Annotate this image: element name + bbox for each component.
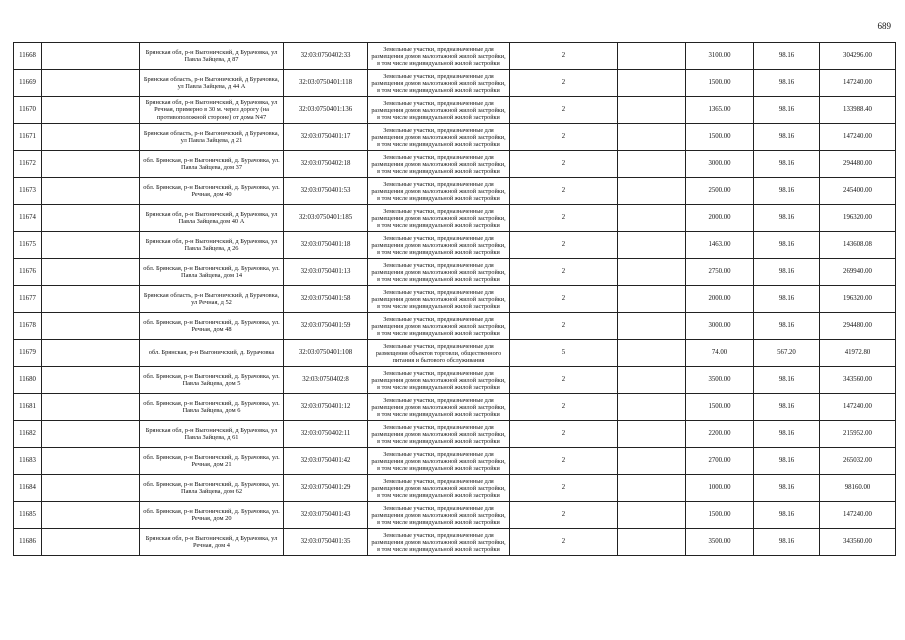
table-row [14, 178, 896, 205]
table-row [14, 529, 896, 556]
empty-cell [42, 70, 140, 97]
land-use-cell: Земельные участки, предназначенные для размещения домов малоэтажной жилой застройки, в том числе индивидуальной жилой застройки [368, 70, 510, 97]
cadastral-value-cell: 196320.00 [820, 205, 896, 232]
table-row [14, 259, 896, 286]
empty-cell [42, 340, 140, 367]
cadastral-value-cell: 215952.00 [820, 421, 896, 448]
spacer-cell [618, 97, 686, 124]
address-cell: обл. Брянская, р-н Выгоничский, д. Бурачовка, ул. Павла Зайцева, дом 6 [140, 394, 284, 421]
table-row [14, 340, 896, 367]
cadastral-value-cell: 147240.00 [820, 502, 896, 529]
group-cell: 2 [510, 313, 618, 340]
empty-cell [42, 205, 140, 232]
cadastral-number-cell: 32:03:0750401:18 [284, 232, 368, 259]
group-cell: 2 [510, 421, 618, 448]
table-row [14, 124, 896, 151]
empty-cell [42, 286, 140, 313]
spacer-cell [618, 205, 686, 232]
address-cell: Брянская обл, р-н Выгоничский, д Бурачовка, ул Павла Зайцева, д 87 [140, 43, 284, 70]
address-cell: обл. Брянская, р-н Выгоничский, д. Бурачовка, ул. Речная, дом 21 [140, 448, 284, 475]
empty-cell [42, 232, 140, 259]
area-cell: 2000.00 [686, 205, 754, 232]
group-cell: 2 [510, 205, 618, 232]
empty-cell [42, 97, 140, 124]
land-use-cell: Земельные участки, предназначенные для размещения домов малоэтажной жилой застройки, в том числе индивидуальной жилой застройки [368, 502, 510, 529]
area-cell: 3500.00 [686, 367, 754, 394]
row-number: 11685 [14, 502, 42, 529]
rate-cell: 98.16 [754, 43, 820, 70]
land-use-cell: Земельные участки, предназначенные для размещения домов малоэтажной жилой застройки, в том числе индивидуальной жилой застройки [368, 529, 510, 556]
area-cell: 1500.00 [686, 502, 754, 529]
empty-cell [42, 367, 140, 394]
empty-cell [42, 475, 140, 502]
table-row [14, 205, 896, 232]
land-use-cell: Земельные участки, предназначенные для размещения домов малоэтажной жилой застройки, в том числе индивидуальной жилой застройки [368, 313, 510, 340]
cadastral-number-cell: 32:03:0750401:185 [284, 205, 368, 232]
spacer-cell [618, 502, 686, 529]
spacer-cell [618, 178, 686, 205]
group-cell: 2 [510, 529, 618, 556]
cadastral-value-cell: 343560.00 [820, 367, 896, 394]
cadastral-number-cell: 32:03:0750401:59 [284, 313, 368, 340]
cadastral-value-cell: 343560.00 [820, 529, 896, 556]
land-use-cell: Земельные участки, предназначенные для размещения объектов торговли, общественного питания и бытового обслуживания [368, 340, 510, 367]
address-cell: Брянская область, р-н Выгоничский, д Бурачовка, ул Павла Зайцева, д 21 [140, 124, 284, 151]
area-cell: 3000.00 [686, 151, 754, 178]
address-cell: обл. Брянская, р-н Выгоничский, д. Бурачовка, ул. Павла Зайцева, дом 62 [140, 475, 284, 502]
rate-cell: 98.16 [754, 70, 820, 97]
empty-cell [42, 394, 140, 421]
address-cell: Брянская обл, р-н Выгоничский, д Бурачовка, ул Речная, дом 4 [140, 529, 284, 556]
area-cell: 3100.00 [686, 43, 754, 70]
spacer-cell [618, 448, 686, 475]
group-cell: 2 [510, 448, 618, 475]
spacer-cell [618, 70, 686, 97]
cadastral-number-cell: 32:03:0750401:29 [284, 475, 368, 502]
table-row [14, 502, 896, 529]
rate-cell: 98.16 [754, 97, 820, 124]
cadastral-number-cell: 32:03:0750401:136 [284, 97, 368, 124]
rate-cell: 98.16 [754, 421, 820, 448]
group-cell: 2 [510, 259, 618, 286]
land-use-cell: Земельные участки, предназначенные для размещения домов малоэтажной жилой застройки, в том числе индивидуальной жилой застройки [368, 97, 510, 124]
empty-cell [42, 448, 140, 475]
group-cell: 5 [510, 340, 618, 367]
table-body [14, 43, 896, 556]
table-row [14, 151, 896, 178]
row-number: 11680 [14, 367, 42, 394]
rate-cell: 98.16 [754, 448, 820, 475]
table-row [14, 232, 896, 259]
address-cell: обл. Брянская, р-н Выгоничский, д. Бурачовка, ул. Речная, дом 20 [140, 502, 284, 529]
row-number: 11679 [14, 340, 42, 367]
area-cell: 2200.00 [686, 421, 754, 448]
land-use-cell: Земельные участки, предназначенные для размещения домов малоэтажной жилой застройки, в том числе индивидуальной жилой застройки [368, 475, 510, 502]
spacer-cell [618, 313, 686, 340]
rate-cell: 98.16 [754, 529, 820, 556]
cadastral-number-cell: 32:03:0750401:118 [284, 70, 368, 97]
land-use-cell: Земельные участки, предназначенные для размещения домов малоэтажной жилой застройки, в том числе индивидуальной жилой застройки [368, 421, 510, 448]
empty-cell [42, 421, 140, 448]
address-cell: Брянская обл, р-н Выгоничский, д Бурачовка, ул Павла Зайцева,дом 40 А [140, 205, 284, 232]
cadastral-number-cell: 32:03:0750402:33 [284, 43, 368, 70]
area-cell: 2000.00 [686, 286, 754, 313]
row-number: 11678 [14, 313, 42, 340]
cadastral-number-cell: 32:03:0750401:53 [284, 178, 368, 205]
table-row [14, 421, 896, 448]
rate-cell: 98.16 [754, 313, 820, 340]
rate-cell: 98.16 [754, 367, 820, 394]
cadastral-value-cell: 98160.00 [820, 475, 896, 502]
area-cell: 1500.00 [686, 124, 754, 151]
land-use-cell: Земельные участки, предназначенные для размещения домов малоэтажной жилой застройки, в том числе индивидуальной жилой застройки [368, 151, 510, 178]
group-cell: 2 [510, 70, 618, 97]
empty-cell [42, 178, 140, 205]
cadastral-value-table [13, 42, 896, 556]
cadastral-value-cell: 147240.00 [820, 124, 896, 151]
area-cell: 74.00 [686, 340, 754, 367]
rate-cell: 98.16 [754, 178, 820, 205]
row-number: 11670 [14, 97, 42, 124]
address-cell: Брянская область, р-н Выгоничский, д Бурачовка, ул Речная, д 52 [140, 286, 284, 313]
land-use-cell: Земельные участки, предназначенные для размещения домов малоэтажной жилой застройки, в том числе индивидуальной жилой застройки [368, 124, 510, 151]
spacer-cell [618, 367, 686, 394]
cadastral-number-cell: 32:03:0750401:108 [284, 340, 368, 367]
rate-cell: 98.16 [754, 232, 820, 259]
empty-cell [42, 502, 140, 529]
spacer-cell [618, 529, 686, 556]
group-cell: 2 [510, 43, 618, 70]
group-cell: 2 [510, 394, 618, 421]
land-use-cell: Земельные участки, предназначенные для размещения домов малоэтажной жилой застройки, в том числе индивидуальной жилой застройки [368, 43, 510, 70]
land-use-cell: Земельные участки, предназначенные для размещения домов малоэтажной жилой застройки, в том числе индивидуальной жилой застройки [368, 286, 510, 313]
empty-cell [42, 43, 140, 70]
cadastral-value-cell: 147240.00 [820, 394, 896, 421]
area-cell: 1463.00 [686, 232, 754, 259]
table-row [14, 448, 896, 475]
area-cell: 2700.00 [686, 448, 754, 475]
area-cell: 1365.00 [686, 97, 754, 124]
row-number: 11671 [14, 124, 42, 151]
area-cell: 2750.00 [686, 259, 754, 286]
table-row [14, 313, 896, 340]
cadastral-number-cell: 32:03:0750402:8 [284, 367, 368, 394]
cadastral-value-cell: 269940.00 [820, 259, 896, 286]
cadastral-value-cell: 304296.00 [820, 43, 896, 70]
rate-cell: 98.16 [754, 394, 820, 421]
area-cell: 2500.00 [686, 178, 754, 205]
group-cell: 2 [510, 367, 618, 394]
rate-cell: 98.16 [754, 124, 820, 151]
spacer-cell [618, 43, 686, 70]
cadastral-number-cell: 32:03:0750401:58 [284, 286, 368, 313]
land-use-cell: Земельные участки, предназначенные для размещения домов малоэтажной жилой застройки, в том числе индивидуальной жилой застройки [368, 367, 510, 394]
empty-cell [42, 259, 140, 286]
group-cell: 2 [510, 178, 618, 205]
row-number: 11674 [14, 205, 42, 232]
address-cell: обл. Брянская, р-н Выгоничский, д. Бурачовка, ул. Павла Зайцева, дом 14 [140, 259, 284, 286]
group-cell: 2 [510, 502, 618, 529]
area-cell: 1000.00 [686, 475, 754, 502]
group-cell: 2 [510, 97, 618, 124]
area-cell: 1500.00 [686, 394, 754, 421]
spacer-cell [618, 232, 686, 259]
cadastral-value-cell: 196320.00 [820, 286, 896, 313]
cadastral-number-cell: 32:03:0750401:13 [284, 259, 368, 286]
row-number: 11686 [14, 529, 42, 556]
spacer-cell [618, 421, 686, 448]
address-cell: обл. Брянская, р-н Выгоничский, д. Бурачовка, ул. Речная, дом 40 [140, 178, 284, 205]
cadastral-value-cell: 265032.00 [820, 448, 896, 475]
address-cell: Брянская обл, р-н Выгоничский, д Бурачовка, ул Речная, примерно в 30 м. через дорогу (на противоположной стороне) от дома N47 [140, 97, 284, 124]
table-row [14, 286, 896, 313]
area-cell: 1500.00 [686, 70, 754, 97]
row-number: 11682 [14, 421, 42, 448]
rate-cell: 98.16 [754, 286, 820, 313]
address-cell: Брянская обл, р-н Выгоничский, д Бурачовка, ул Павла Зайцева, д 61 [140, 421, 284, 448]
cadastral-value-cell: 245400.00 [820, 178, 896, 205]
row-number: 11669 [14, 70, 42, 97]
cadastral-value-cell: 133988.40 [820, 97, 896, 124]
group-cell: 2 [510, 232, 618, 259]
row-number: 11675 [14, 232, 42, 259]
row-number: 11672 [14, 151, 42, 178]
row-number: 11681 [14, 394, 42, 421]
spacer-cell [618, 286, 686, 313]
row-number: 11668 [14, 43, 42, 70]
rate-cell: 567.20 [754, 340, 820, 367]
table-row [14, 475, 896, 502]
table-row [14, 367, 896, 394]
spacer-cell [618, 124, 686, 151]
address-cell: обл. Брянская, р-н Выгоничский, д. Бурачовка, ул. Речная, дом 48 [140, 313, 284, 340]
spacer-cell [618, 394, 686, 421]
land-use-cell: Земельные участки, предназначенные для размещения домов малоэтажной жилой застройки, в том числе индивидуальной жилой застройки [368, 448, 510, 475]
rate-cell: 98.16 [754, 151, 820, 178]
table-row [14, 70, 896, 97]
cadastral-value-cell: 41972.80 [820, 340, 896, 367]
address-cell: Брянская обл, р-н Выгоничский, д Бурачовка, ул Павла Зайцева, д 26 [140, 232, 284, 259]
row-number: 11684 [14, 475, 42, 502]
row-number: 11683 [14, 448, 42, 475]
spacer-cell [618, 259, 686, 286]
rate-cell: 98.16 [754, 475, 820, 502]
cadastral-number-cell: 32:03:0750401:12 [284, 394, 368, 421]
cadastral-number-cell: 32:03:0750401:35 [284, 529, 368, 556]
page-number: 689 [877, 21, 891, 31]
cadastral-number-cell: 32:03:0750401:42 [284, 448, 368, 475]
group-cell: 2 [510, 286, 618, 313]
land-use-cell: Земельные участки, предназначенные для размещения домов малоэтажной жилой застройки, в том числе индивидуальной жилой застройки [368, 394, 510, 421]
address-cell: обл. Брянская, р-н Выгоничский, д. Бурачовка, ул. Павла Зайцева, дом 5 [140, 367, 284, 394]
cadastral-number-cell: 32:03:0750402:18 [284, 151, 368, 178]
table-row [14, 394, 896, 421]
rate-cell: 98.16 [754, 502, 820, 529]
row-number: 11673 [14, 178, 42, 205]
group-cell: 2 [510, 124, 618, 151]
spacer-cell [618, 475, 686, 502]
cadastral-number-cell: 32:03:0750401:17 [284, 124, 368, 151]
empty-cell [42, 124, 140, 151]
group-cell: 2 [510, 475, 618, 502]
table-row [14, 43, 896, 70]
row-number: 11677 [14, 286, 42, 313]
spacer-cell [618, 340, 686, 367]
land-use-cell: Земельные участки, предназначенные для размещения домов малоэтажной жилой застройки, в том числе индивидуальной жилой застройки [368, 178, 510, 205]
cadastral-value-cell: 294480.00 [820, 313, 896, 340]
cadastral-number-cell: 32:03:0750401:43 [284, 502, 368, 529]
address-cell: Брянская область, р-н Выгоничский, д Бурачовка, ул Павла Зайцева, д 44 А [140, 70, 284, 97]
rate-cell: 98.16 [754, 205, 820, 232]
empty-cell [42, 529, 140, 556]
land-use-cell: Земельные участки, предназначенные для размещения домов малоэтажной жилой застройки, в том числе индивидуальной жилой застройки [368, 205, 510, 232]
empty-cell [42, 313, 140, 340]
address-cell: обл. Брянская, р-н Выгоничский, д. Бурачовка, ул. Павла Зайцева, дом 37 [140, 151, 284, 178]
empty-cell [42, 151, 140, 178]
address-cell: обл. Брянская, р-н Выгоничский, д. Бурачовка [140, 340, 284, 367]
cadastral-value-cell: 294480.00 [820, 151, 896, 178]
area-cell: 3000.00 [686, 313, 754, 340]
area-cell: 3500.00 [686, 529, 754, 556]
rate-cell: 98.16 [754, 259, 820, 286]
spacer-cell [618, 151, 686, 178]
row-number: 11676 [14, 259, 42, 286]
cadastral-value-cell: 143608.08 [820, 232, 896, 259]
group-cell: 2 [510, 151, 618, 178]
cadastral-value-cell: 147240.00 [820, 70, 896, 97]
land-use-cell: Земельные участки, предназначенные для размещения домов малоэтажной жилой застройки, в том числе индивидуальной жилой застройки [368, 232, 510, 259]
table-row [14, 97, 896, 124]
land-use-cell: Земельные участки, предназначенные для размещения домов малоэтажной жилой застройки, в том числе индивидуальной жилой застройки [368, 259, 510, 286]
cadastral-number-cell: 32:03:0750402:11 [284, 421, 368, 448]
